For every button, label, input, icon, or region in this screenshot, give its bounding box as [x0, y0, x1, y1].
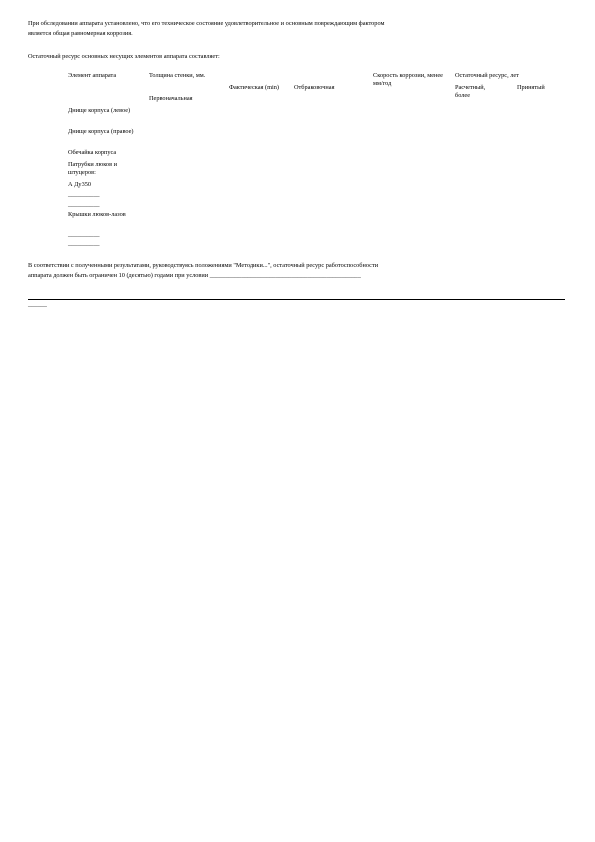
- intro-line-2: является общая равномерная коррозия.: [28, 30, 133, 37]
- header-element: Элемент аппарата: [68, 72, 117, 79]
- row-manhole-covers: Крышки люков-лазов: [68, 211, 126, 218]
- row-nozzles: Патрубки люков и штуцеров:: [68, 161, 117, 176]
- header-rejection: Отбраковочная: [294, 84, 335, 91]
- row-blank-3: __________: [68, 231, 100, 238]
- tail-line: ______: [28, 301, 47, 308]
- conclusion-line-1: В соответствии с полученными результатами, руководствуясь положениями "Методики...", остаточный ресурс работоспособности: [28, 262, 379, 269]
- row-left-head: Днище корпуса (левое): [68, 107, 131, 114]
- header-corrosion: Скорость коррозии, менее мм/год: [373, 72, 443, 87]
- header-calculated: Расчетный, более: [455, 84, 486, 99]
- row-blank-1: __________: [68, 191, 100, 198]
- row-shell: Обечайка корпуса: [68, 149, 117, 156]
- header-thickness: Толщина стенки, мм.: [149, 72, 206, 79]
- intro-line-1: При обследовании аппарата установлено, что его техническое состояние удовлетворительное и основным повреждающим фактором: [28, 20, 385, 27]
- row-nozzle-a: А Ду350: [68, 181, 92, 188]
- signature-rule: [28, 299, 565, 300]
- header-actual: Фактическая (min): [229, 84, 279, 91]
- header-residual: Остаточный ресурс, лет: [455, 72, 519, 79]
- resource-intro: Остаточный ресурс основных несущих элементов аппарата составляет:: [28, 53, 220, 60]
- row-right-head: Днище корпуса (правое): [68, 128, 134, 135]
- row-blank-4: __________: [68, 240, 100, 247]
- header-initial: Первоначальная: [149, 95, 193, 102]
- header-accepted: Принятый: [517, 84, 545, 91]
- conclusion-line-2: аппарата должен быть ограничен 10 (десятью) годами при условии ________________________________________________: [28, 272, 361, 279]
- row-blank-2: __________: [68, 201, 100, 208]
